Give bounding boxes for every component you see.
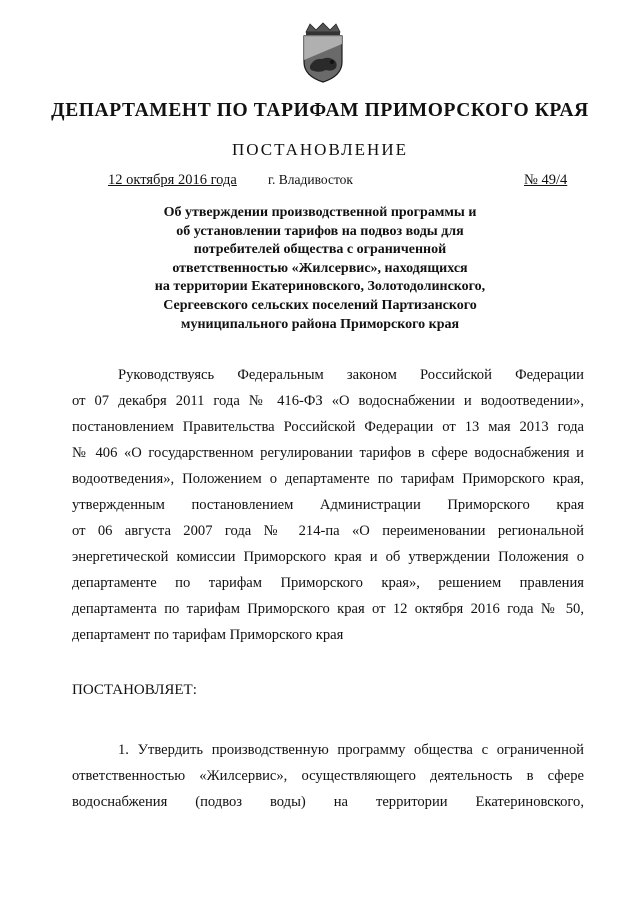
preamble-line: департамент по тарифам Приморского края bbox=[72, 627, 344, 643]
preamble-line: № 406 «О государственном регулировании тарифов в сфере водоснабжения и bbox=[72, 445, 584, 461]
document-date: 12 октября 2016 года bbox=[108, 172, 237, 188]
subject-line: Об утверждении производственной программы и bbox=[163, 205, 477, 220]
preamble-line: энергетической комиссии Приморского края и об утверждении Положения о bbox=[72, 549, 584, 565]
preamble-line: от 07 декабря 2011 года № 416-ФЗ «О водоснабжении и водоотведении», bbox=[72, 393, 584, 409]
subject-line: ответственностью «Жилсервис», находящихся bbox=[172, 260, 468, 276]
document-city: г. Владивосток bbox=[268, 172, 353, 187]
preamble-paragraph bbox=[72, 362, 584, 648]
decree-item-1 bbox=[72, 736, 584, 814]
document-subject bbox=[120, 204, 520, 334]
decree-heading: ПОСТАНОВЛЯЕТ: bbox=[72, 682, 197, 698]
subject-line: об установлении тарифов на подвоз воды для bbox=[176, 223, 464, 239]
preamble-line: водоотведения», Положением о департаменте по тарифам Приморского края, bbox=[72, 471, 584, 487]
preamble-line: департаменте по тарифам Приморского края», решением правления bbox=[72, 575, 584, 591]
document-type: ПОСТАНОВЛЕНИЕ bbox=[231, 140, 408, 159]
preamble-line: от 06 августа 2007 года № 214-па «О переименовании региональной bbox=[72, 523, 584, 539]
preamble-line: департамента по тарифам Приморского края от 12 октября 2016 года № 50, bbox=[72, 601, 584, 617]
subject-line: муниципального района Приморского края bbox=[180, 316, 460, 332]
preamble-line: постановлением Правительства Российской Федерации от 13 мая 2013 года bbox=[72, 419, 584, 435]
subject-line: потребителей общества с ограниченной bbox=[193, 242, 447, 258]
coat-of-arms-icon bbox=[298, 22, 348, 84]
item-line: 1. Утвердить производственную программу общества с ограниченной bbox=[118, 742, 584, 758]
preamble-line: утвержденным постановлением Администрации Приморского края bbox=[72, 497, 584, 513]
item-line: водоснабжения (подвоз воды) на территории Екатериновского, bbox=[72, 794, 584, 810]
department-title: ДЕПАРТАМЕНТ ПО ТАРИФАМ ПРИМОРСКОГО КРАЯ bbox=[51, 100, 589, 121]
subject-line: на территории Екатериновского, Золотодолинского, bbox=[154, 279, 486, 295]
preamble-line: Руководствуясь Федеральным законом Российской Федерации bbox=[118, 367, 584, 383]
subject-line: Сергеевского сельских поселений Партизанского bbox=[163, 297, 477, 313]
item-line: ответственностью «Жилсервис», осуществляющего деятельность в сфере bbox=[72, 768, 584, 784]
document-number: № 49/4 bbox=[524, 172, 568, 188]
